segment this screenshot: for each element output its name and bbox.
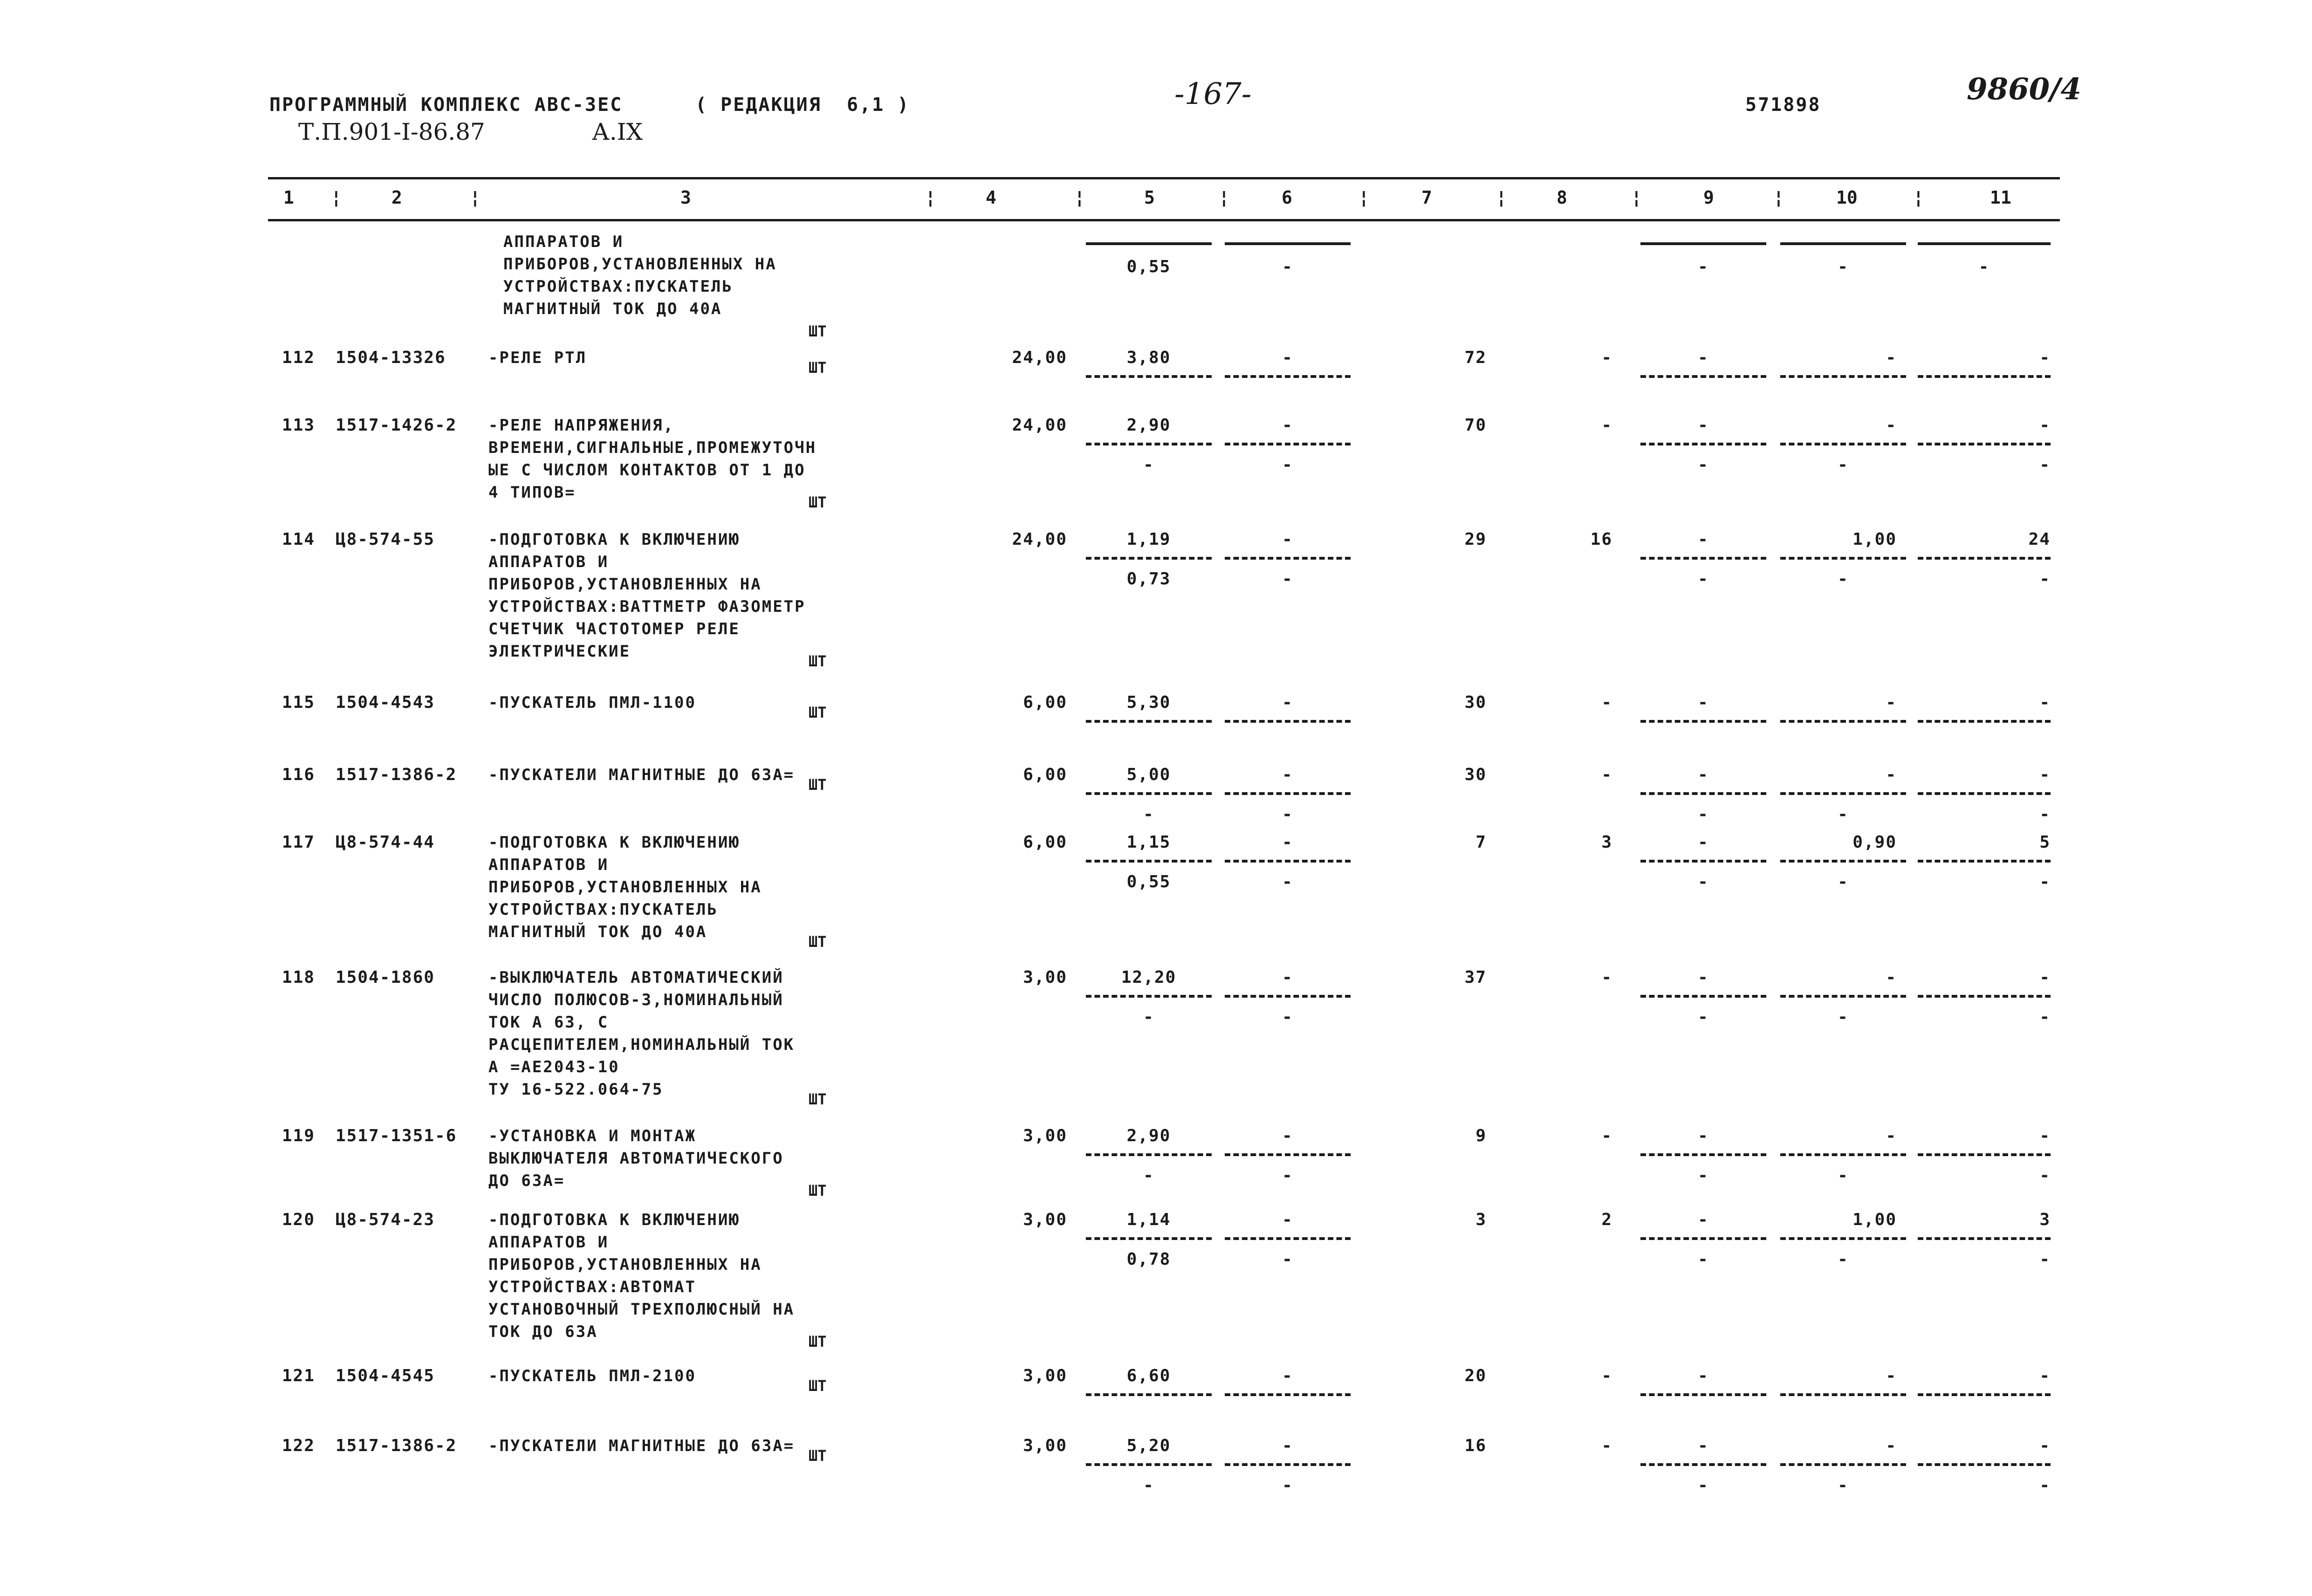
cell-rule — [1780, 792, 1906, 795]
row-col10: - — [1886, 348, 1897, 367]
continued-c6b: - — [1282, 257, 1293, 276]
cell-rule — [1780, 1237, 1906, 1240]
cell-rule — [1086, 1237, 1212, 1240]
row-col7: 30 — [1464, 693, 1487, 712]
cell-rule — [1640, 443, 1766, 445]
cell-rule — [1086, 242, 1212, 245]
row-col9: - — [1698, 693, 1709, 712]
column-separator: ¦ — [1496, 187, 1507, 208]
row-col7: 9 — [1475, 1126, 1487, 1145]
cell-rule — [1780, 1463, 1906, 1466]
row-col8: - — [1601, 693, 1612, 712]
row-col10: 1,00 — [1852, 1210, 1897, 1229]
row-col9: - — [1698, 1210, 1709, 1229]
row-col5-secondary: 0,78 — [1126, 1250, 1171, 1269]
row-col11: - — [2039, 693, 2051, 712]
row-col6-secondary: - — [1282, 455, 1293, 474]
row-number: 115 — [282, 693, 316, 712]
row-description: -РЕЛЕ НАПРЯЖЕНИЯ, ВРЕМЕНИ,СИГНАЛЬНЫЕ,ПРОМЕЖУТОЧН ЫЕ С ЧИСЛОМ КОНТАКТОВ ОТ 1 ДО 4 ТИПОВ= — [488, 416, 817, 502]
row-col5-secondary: - — [1143, 455, 1154, 474]
row-col8: - — [1601, 1366, 1612, 1385]
row-col10: - — [1886, 765, 1897, 784]
row-col8: 2 — [1601, 1210, 1612, 1229]
row-unit: ШТ — [809, 704, 827, 721]
row-col10-secondary: - — [1838, 1166, 1849, 1185]
handwritten-ref: 9860/4 — [1967, 72, 2082, 107]
cell-rule — [1086, 375, 1212, 378]
row-col6: - — [1282, 530, 1293, 549]
row-description: -УСТАНОВКА И МОНТАЖ ВЫКЛЮЧАТЕЛЯ АВТОМАТИЧЕСКОГО ДО 63А= — [488, 1127, 784, 1190]
row-quantity: 24,00 — [1012, 348, 1067, 367]
row-col8: - — [1601, 348, 1612, 367]
cell-rule — [1086, 792, 1212, 795]
cell-rule — [1918, 557, 2051, 560]
row-col6: - — [1282, 416, 1293, 435]
cell-rule — [1918, 792, 2051, 795]
row-description: -ПУСКАТЕЛЬ ПМЛ-2100 — [488, 1367, 696, 1385]
row-number: 112 — [282, 348, 316, 367]
continued-description: АППАРАТОВ И ПРИБОРОВ,УСТАНОВЛЕННЫХ НА УСТРОЙСТВАХ:ПУСКАТЕЛЬ МАГНИТНЫЙ ТОК ДО 40А — [503, 233, 777, 318]
row-col9-secondary: - — [1698, 455, 1709, 474]
row-col6: - — [1282, 348, 1293, 367]
cell-rule — [1225, 242, 1351, 245]
row-number: 114 — [282, 530, 316, 549]
row-col6: - — [1282, 1436, 1293, 1455]
row-col11: - — [2039, 348, 2051, 367]
row-quantity: 6,00 — [1023, 765, 1067, 784]
row-col10-secondary: - — [1838, 455, 1849, 474]
row-col10: - — [1886, 1436, 1897, 1455]
row-col11: 5 — [2039, 833, 2051, 852]
row-col8: - — [1601, 1436, 1612, 1455]
edition-label: ( РЕДАКЦИЯ 6,1 ) — [695, 94, 910, 116]
row-col6-secondary: - — [1282, 1476, 1293, 1495]
row-quantity: 3,00 — [1023, 1366, 1067, 1385]
cell-rule — [1918, 1237, 2051, 1240]
row-col10-secondary: - — [1838, 1007, 1849, 1027]
row-col11: 24 — [2028, 530, 2051, 549]
row-col5: 2,90 — [1126, 416, 1171, 435]
cell-rule — [1918, 995, 2051, 998]
row-col11-secondary: - — [2039, 805, 2051, 824]
column-separator: ¦ — [1219, 187, 1229, 208]
row-col5: 1,15 — [1126, 833, 1171, 852]
row-col6: - — [1282, 765, 1293, 784]
row-number: 121 — [282, 1366, 316, 1385]
row-col9: - — [1698, 765, 1709, 784]
cell-rule — [1086, 860, 1212, 863]
cell-rule — [1918, 375, 2051, 378]
row-quantity: 3,00 — [1023, 968, 1067, 987]
cell-rule — [1086, 443, 1212, 445]
row-unit: ШТ — [809, 1333, 827, 1350]
column-header-1: 1 — [283, 187, 294, 208]
cell-rule — [1780, 443, 1906, 445]
row-col9: - — [1698, 1126, 1709, 1145]
cell-rule — [1918, 443, 2051, 445]
column-header-10: 10 — [1836, 187, 1858, 208]
row-code: 1517-1426-2 — [336, 416, 457, 435]
row-quantity: 6,00 — [1023, 693, 1067, 712]
row-description: -ПОДГОТОВКА К ВКЛЮЧЕНИЮ АППАРАТОВ И ПРИБОРОВ,УСТАНОВЛЕННЫХ НА УСТРОЙСТВАХ:АВТОМАТ УСТАНОВОЧНЫЙ ТРЕХПОЛЮСНЫЙ НА ТОК ДО 63А — [488, 1211, 795, 1341]
row-number: 113 — [282, 416, 316, 435]
cell-rule — [1918, 1463, 2051, 1466]
row-col9-secondary: - — [1698, 805, 1709, 824]
row-quantity: 3,00 — [1023, 1210, 1067, 1229]
row-description: -ПУСКАТЕЛИ МАГНИТНЫЕ ДО 63А= — [488, 766, 795, 784]
row-col8: 3 — [1601, 833, 1612, 852]
row-description: -ПУСКАТЕЛИ МАГНИТНЫЕ ДО 63А= — [488, 1437, 795, 1455]
cell-rule — [1086, 1153, 1212, 1156]
row-code: 1504-13326 — [336, 348, 446, 367]
column-header-4: 4 — [986, 187, 996, 208]
cell-rule — [1225, 1237, 1351, 1240]
row-col5-secondary: - — [1143, 1007, 1154, 1027]
page-number: -167- — [1174, 77, 1252, 111]
row-col5: 6,60 — [1126, 1366, 1171, 1385]
row-col5: 2,90 — [1126, 1126, 1171, 1145]
row-col6: - — [1282, 1210, 1293, 1229]
row-col6: - — [1282, 833, 1293, 852]
row-code: 1504-4545 — [336, 1366, 435, 1385]
column-header-5: 5 — [1144, 187, 1155, 208]
row-col5-secondary: 0,55 — [1126, 872, 1171, 891]
cell-rule — [1780, 1393, 1906, 1396]
row-col5-secondary: 0,73 — [1126, 569, 1171, 589]
row-col9-secondary: - — [1698, 1476, 1709, 1495]
cell-rule — [1225, 443, 1351, 445]
row-col7: 3 — [1475, 1210, 1487, 1229]
row-col7: 70 — [1464, 416, 1487, 435]
row-col6: - — [1282, 693, 1293, 712]
cell-rule — [1780, 1153, 1906, 1156]
cell-rule — [1225, 375, 1351, 378]
row-col11-secondary: - — [2039, 1007, 2051, 1027]
column-header-11: 11 — [1990, 187, 2011, 208]
row-unit: ШТ — [809, 359, 827, 377]
row-unit: ШТ — [809, 1377, 827, 1395]
cell-rule — [1225, 1393, 1351, 1396]
row-col9: - — [1698, 530, 1709, 549]
cell-rule — [1780, 375, 1906, 378]
row-col5: 5,00 — [1126, 765, 1171, 784]
row-col10-secondary: - — [1838, 872, 1849, 891]
row-col5-secondary: - — [1143, 805, 1154, 824]
cell-rule — [1225, 995, 1351, 998]
row-col11-secondary: - — [2039, 1250, 2051, 1269]
row-col7: 37 — [1464, 968, 1487, 987]
row-code: 1504-1860 — [336, 968, 435, 987]
row-col11-secondary: - — [2039, 569, 2051, 589]
row-col9: - — [1698, 416, 1709, 435]
row-number: 120 — [282, 1210, 316, 1229]
cell-rule — [1780, 242, 1906, 245]
column-separator: ¦ — [1913, 187, 1924, 208]
column-header-9: 9 — [1703, 187, 1714, 208]
row-description: -ПУСКАТЕЛЬ ПМЛ-1100 — [488, 693, 696, 712]
row-col9-secondary: - — [1698, 872, 1709, 891]
row-col5-secondary: - — [1143, 1476, 1154, 1495]
row-col5: 12,20 — [1121, 968, 1177, 987]
cell-rule — [1640, 1153, 1766, 1156]
row-col8: - — [1601, 765, 1612, 784]
row-col6: - — [1282, 1126, 1293, 1145]
program-title: ПРОГРАММНЫЙ КОМПЛЕКС АВС-3ЕС — [269, 94, 623, 116]
row-col9-secondary: - — [1698, 569, 1709, 589]
cell-rule — [1640, 1237, 1766, 1240]
cell-rule — [1225, 557, 1351, 560]
row-quantity: 3,00 — [1023, 1436, 1067, 1455]
continued-unit: ШТ — [809, 322, 827, 340]
row-col6-secondary: - — [1282, 569, 1293, 589]
row-col6-secondary: - — [1282, 872, 1293, 891]
row-col10: - — [1886, 968, 1897, 987]
row-unit: ШТ — [809, 652, 827, 670]
row-col5: 3,80 — [1126, 348, 1171, 367]
row-unit: ШТ — [809, 1090, 827, 1108]
row-number: 118 — [282, 968, 316, 987]
row-col10: - — [1886, 416, 1897, 435]
column-separator: ¦ — [1631, 187, 1642, 208]
row-col5: 5,20 — [1126, 1436, 1171, 1455]
row-col10-secondary: - — [1838, 805, 1849, 824]
row-description: -ПОДГОТОВКА К ВКЛЮЧЕНИЮ АППАРАТОВ И ПРИБОРОВ,УСТАНОВЛЕННЫХ НА УСТРОЙСТВАХ:ВАТТМЕТР ФАЗОМЕТР СЧЕТЧИК ЧАСТОТОМЕР РЕЛЕ ЭЛЕКТРИЧЕСКИЕ — [488, 530, 806, 661]
cell-rule — [1086, 1393, 1212, 1396]
row-quantity: 6,00 — [1023, 833, 1067, 852]
cell-rule — [1918, 1393, 2051, 1396]
row-quantity: 24,00 — [1012, 416, 1067, 435]
row-col11-secondary: - — [2039, 1476, 2051, 1495]
column-separator: ¦ — [331, 187, 342, 208]
row-col6: - — [1282, 1366, 1293, 1385]
row-col11: - — [2039, 1366, 2051, 1385]
row-col7: 7 — [1475, 833, 1487, 852]
row-quantity: 24,00 — [1012, 530, 1067, 549]
cell-rule — [1640, 792, 1766, 795]
continued-c10: - — [1838, 257, 1849, 276]
row-col6-secondary: - — [1282, 805, 1293, 824]
column-header-7: 7 — [1421, 187, 1432, 208]
cell-rule — [1780, 557, 1906, 560]
row-code: 1517-1351-6 — [336, 1126, 457, 1145]
row-col9: - — [1698, 1366, 1709, 1385]
row-col10: 1,00 — [1852, 530, 1897, 549]
column-separator: ¦ — [1074, 187, 1085, 208]
cell-rule — [1640, 720, 1766, 723]
row-col9: - — [1698, 833, 1709, 852]
row-code: 1504-4543 — [336, 693, 435, 712]
cell-rule — [1640, 995, 1766, 998]
row-number: 117 — [282, 833, 316, 852]
cell-rule — [1225, 1463, 1351, 1466]
row-col5: 1,14 — [1126, 1210, 1171, 1229]
cell-rule — [1780, 720, 1906, 723]
cell-rule — [1086, 720, 1212, 723]
cell-rule — [1640, 1393, 1766, 1396]
cell-rule — [1640, 242, 1766, 245]
row-number: 119 — [282, 1126, 316, 1145]
cell-rule — [1918, 1153, 2051, 1156]
row-col11-secondary: - — [2039, 1166, 2051, 1185]
row-code: Ц8-574-55 — [336, 530, 435, 549]
row-col7: 30 — [1464, 765, 1487, 784]
row-col6-secondary: - — [1282, 1007, 1293, 1027]
row-col9-secondary: - — [1698, 1166, 1709, 1185]
row-col11-secondary: - — [2039, 455, 2051, 474]
column-header-8: 8 — [1557, 187, 1567, 208]
row-col10: 0,90 — [1852, 833, 1897, 852]
row-col9: - — [1698, 1436, 1709, 1455]
cell-rule — [1225, 720, 1351, 723]
row-col9: - — [1698, 968, 1709, 987]
row-unit: ШТ — [809, 1182, 827, 1199]
cell-rule — [1086, 557, 1212, 560]
cell-rule — [1780, 995, 1906, 998]
row-col11: - — [2039, 765, 2051, 784]
continued-c11: - — [1978, 257, 1990, 276]
column-header-6: 6 — [1282, 187, 1292, 208]
row-col9-secondary: - — [1698, 1007, 1709, 1027]
row-code: 1517-1386-2 — [336, 765, 457, 784]
cell-rule — [1086, 995, 1212, 998]
column-separator: ¦ — [470, 187, 480, 208]
row-col8: - — [1601, 1126, 1612, 1145]
row-number: 122 — [282, 1436, 316, 1455]
row-col8: - — [1601, 416, 1612, 435]
row-col6: - — [1282, 968, 1293, 987]
cell-rule — [1225, 792, 1351, 795]
row-col5: 5,30 — [1126, 693, 1171, 712]
column-separator: ¦ — [1358, 187, 1369, 208]
row-code: Ц8-574-23 — [336, 1210, 435, 1229]
row-col10: - — [1886, 1366, 1897, 1385]
column-header-3: 3 — [680, 187, 691, 208]
row-col6-secondary: - — [1282, 1166, 1293, 1185]
row-col10-secondary: - — [1838, 569, 1849, 589]
column-separator: ¦ — [925, 187, 936, 208]
row-unit: ШТ — [809, 1447, 827, 1465]
row-col6-secondary: - — [1282, 1250, 1293, 1269]
cell-rule — [1640, 1463, 1766, 1466]
top-rule — [268, 177, 2060, 179]
row-col10-secondary: - — [1838, 1250, 1849, 1269]
column-separator: ¦ — [1773, 187, 1784, 208]
row-unit: ШТ — [809, 933, 827, 951]
row-code: Ц8-574-44 — [336, 833, 435, 852]
row-code: 1517-1386-2 — [336, 1436, 457, 1455]
row-col7: 29 — [1464, 530, 1487, 549]
row-col7: 16 — [1464, 1436, 1487, 1455]
header-rule — [268, 219, 2060, 221]
project-code: Т.П.901-I-86.87 — [298, 118, 485, 145]
row-description: -РЕЛЕ РТЛ — [488, 349, 587, 367]
cell-rule — [1918, 242, 2051, 245]
row-col11: - — [2039, 968, 2051, 987]
cell-rule — [1640, 860, 1766, 863]
row-unit: ШТ — [809, 493, 827, 511]
row-unit: ШТ — [809, 776, 827, 794]
row-description: -ВЫКЛЮЧАТЕЛЬ АВТОМАТИЧЕСКИЙ ЧИСЛО ПОЛЮСОВ-3,НОМИНАЛЬНЫЙ ТОК А 63, С РАСЦЕПИТЕЛЕМ,НОМИНАЛЬНЫЙ ТОК А =АЕ2043-10 ТУ 16-522.064-75 — [488, 968, 795, 1099]
row-quantity: 3,00 — [1023, 1126, 1067, 1145]
row-col10-secondary: - — [1838, 1476, 1849, 1495]
cell-rule — [1086, 1463, 1212, 1466]
row-description: -ПОДГОТОВКА К ВКЛЮЧЕНИЮ АППАРАТОВ И ПРИБОРОВ,УСТАНОВЛЕННЫХ НА УСТРОЙСТВАХ:ПУСКАТЕЛЬ МАГНИТНЫЙ ТОК ДО 40А — [488, 833, 762, 941]
doc-code: 571898 — [1745, 94, 1821, 116]
cell-rule — [1225, 860, 1351, 863]
row-col5-secondary: - — [1143, 1166, 1154, 1185]
row-col11: 3 — [2039, 1210, 2051, 1229]
cell-rule — [1918, 720, 2051, 723]
cell-rule — [1225, 1153, 1351, 1156]
column-header-2: 2 — [391, 187, 402, 208]
row-col9-secondary: - — [1698, 1250, 1709, 1269]
cell-rule — [1918, 860, 2051, 863]
row-col11: - — [2039, 1126, 2051, 1145]
cell-rule — [1640, 557, 1766, 560]
row-col8: 16 — [1590, 530, 1612, 549]
row-col11: - — [2039, 416, 2051, 435]
album-label: А.IX — [592, 118, 643, 145]
row-col5: 1,19 — [1126, 530, 1171, 549]
row-col10: - — [1886, 693, 1897, 712]
row-col8: - — [1601, 968, 1612, 987]
row-col11-secondary: - — [2039, 872, 2051, 891]
row-number: 116 — [282, 765, 316, 784]
row-col10: - — [1886, 1126, 1897, 1145]
continued-c9: - — [1698, 257, 1709, 276]
cell-rule — [1640, 375, 1766, 378]
row-col7: 72 — [1464, 348, 1487, 367]
continued-c5b: 0,55 — [1126, 257, 1171, 276]
cell-rule — [1780, 860, 1906, 863]
row-col7: 20 — [1464, 1366, 1487, 1385]
row-col11: - — [2039, 1436, 2051, 1455]
row-col9: - — [1698, 348, 1709, 367]
